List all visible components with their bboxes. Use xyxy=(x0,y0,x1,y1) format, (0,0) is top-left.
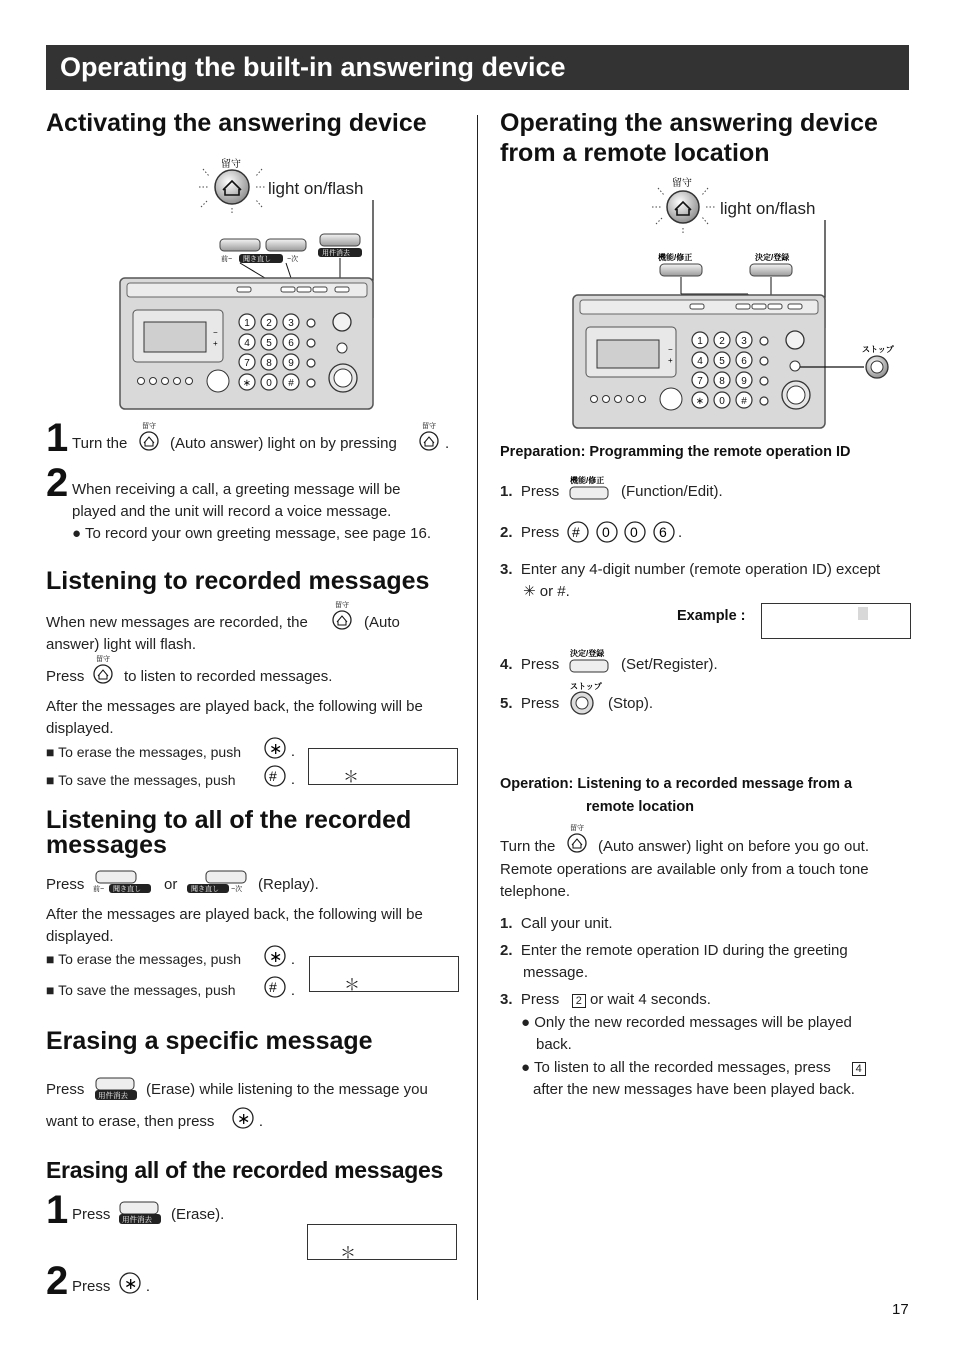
prep-heading: Preparation: Programming the remote operation ID xyxy=(500,444,851,460)
svg-text:.: . xyxy=(291,982,295,998)
prep-step-1-b: (Function/Edit). xyxy=(621,483,723,500)
step-2-number: 2 xyxy=(46,461,69,505)
op-step-2: 2. Enter the remote operation ID during the greeting xyxy=(500,942,848,959)
svg-text:留守: 留守 xyxy=(672,178,692,189)
svg-text:0: 0 xyxy=(719,396,725,407)
prep-step-2: 2. Press xyxy=(500,524,560,541)
svg-text:留守: 留守 xyxy=(96,656,110,663)
svg-text:+: + xyxy=(668,356,673,365)
page-title: Operating the built-in answering device xyxy=(46,45,909,90)
svg-text:0: 0 xyxy=(266,378,272,389)
svg-text:4: 4 xyxy=(697,356,703,367)
svg-text:4: 4 xyxy=(244,338,250,349)
column-divider xyxy=(477,115,478,1300)
svg-text:0: 0 xyxy=(602,524,610,540)
svg-text:light on/flash: light on/flash xyxy=(720,199,816,218)
erasing-specific-l1b: (Erase) while listening to the message you xyxy=(146,1081,428,1098)
listening-p1a: When new messages are recorded, the xyxy=(46,614,308,631)
replay-next-button-icon xyxy=(186,870,250,894)
svg-text:8: 8 xyxy=(719,376,725,387)
listening-p2a: Press xyxy=(46,668,85,685)
prep-step-4: 4. Press xyxy=(500,656,560,673)
svg-text:1: 1 xyxy=(244,318,250,329)
listening-erase: ■ To erase the messages, push xyxy=(46,744,241,760)
op-p3: telephone. xyxy=(500,883,571,900)
fax-panel-diagram-left xyxy=(115,150,385,415)
page-number: 17 xyxy=(892,1301,909,1318)
remote-heading: Operating the answering device from a remote location xyxy=(500,109,878,167)
svg-text:.: . xyxy=(146,1278,150,1294)
svg-text:7: 7 xyxy=(697,376,703,387)
svg-text:2: 2 xyxy=(719,336,725,347)
star-key-icon xyxy=(264,945,298,969)
svg-text:3: 3 xyxy=(288,318,294,329)
erasing-specific-heading: Erasing a specific message xyxy=(46,1027,373,1055)
svg-text:∗: ∗ xyxy=(269,741,283,758)
svg-text:決定/登録: 決定/登録 xyxy=(755,253,790,262)
svg-text:0: 0 xyxy=(630,524,638,540)
svg-text:2: 2 xyxy=(266,318,272,329)
star-key-icon xyxy=(232,1107,266,1131)
fax-panel-diagram-right xyxy=(570,172,900,434)
listening-all-press: Press xyxy=(46,876,85,893)
erase-button-icon xyxy=(94,1076,138,1102)
erasing-all-step2-a: Press xyxy=(72,1278,111,1295)
step-2-bullet: ● To record your own greeting message, see page 16. xyxy=(72,525,432,542)
svg-text:∗: ∗ xyxy=(237,1111,251,1128)
svg-text:用件消去: 用件消去 xyxy=(322,250,350,257)
svg-text:聞き直し: 聞き直し xyxy=(113,886,141,893)
erasing-all-heading: Erasing all of the recorded messages xyxy=(46,1157,443,1183)
svg-text:8: 8 xyxy=(266,358,272,369)
lcd-display: ＊ xyxy=(309,956,459,992)
lcd-display: ＊ xyxy=(308,748,458,785)
svg-text:6: 6 xyxy=(288,338,294,349)
erasing-specific-l1a: Press xyxy=(46,1081,85,1098)
erase-button-icon xyxy=(118,1200,162,1226)
op-step-1: 1. Call your unit. xyxy=(500,915,613,932)
svg-text:機能/修正: 機能/修正 xyxy=(658,253,693,262)
svg-text:#: # xyxy=(741,396,747,407)
op-p2: Remote operations are available only from a touch tone xyxy=(500,861,869,878)
kanji-label: 留守 xyxy=(221,159,241,170)
op-bullet-2-b: after the new messages have been played back. xyxy=(533,1081,855,1098)
auto-answer-icon xyxy=(92,654,116,686)
svg-text:.: . xyxy=(291,951,295,967)
auto-answer-icon xyxy=(331,600,355,632)
svg-text:5: 5 xyxy=(719,356,725,367)
lcd-display: ＊ xyxy=(307,1224,457,1260)
svg-text:−: − xyxy=(668,345,673,354)
function-edit-button-icon xyxy=(568,474,614,502)
set-register-button-icon xyxy=(568,647,614,675)
svg-text:#: # xyxy=(269,768,277,784)
prep-step-3-b: ✳ or #. xyxy=(523,583,570,600)
step-2-line1: When receiving a call, a greeting message will be xyxy=(72,481,401,498)
svg-text:7: 7 xyxy=(244,358,250,369)
prep-step-1: 1. Press xyxy=(500,483,560,500)
listening-all-p: After the messages are played back, the following will be displayed. xyxy=(46,906,423,945)
listening-p1b: (Auto xyxy=(364,614,400,631)
svg-text:留守: 留守 xyxy=(422,423,436,430)
svg-text:前−: 前− xyxy=(93,886,105,893)
activating-heading: Activating the answering device xyxy=(46,109,427,137)
auto-answer-icon xyxy=(566,823,590,855)
op-heading-l2: remote location xyxy=(586,799,694,815)
star-key-icon xyxy=(119,1272,153,1296)
step-1-text-c: . xyxy=(445,435,450,452)
step-2-line2: played and the unit will record a voice message. xyxy=(72,503,392,520)
stop-button-icon xyxy=(568,680,604,716)
svg-text:.: . xyxy=(259,1113,263,1129)
replay-prev-button-icon xyxy=(92,870,154,894)
svg-text:∗: ∗ xyxy=(695,396,705,407)
listening-heading: Listening to recorded messages xyxy=(46,567,430,595)
listening-p1c: answer) light will flash. xyxy=(46,636,197,653)
svg-text:+: + xyxy=(213,339,218,348)
erasing-specific-l2: want to erase, then press xyxy=(46,1113,215,1130)
auto-answer-button-large xyxy=(215,170,249,204)
listening-all-replay: (Replay). xyxy=(258,876,319,893)
svg-text:留守: 留守 xyxy=(335,602,349,609)
op-step-3: 3. Press 2 or wait 4 seconds. xyxy=(500,991,711,1008)
svg-text:ストップ: ストップ xyxy=(862,345,894,354)
svg-text:−次: −次 xyxy=(287,256,299,263)
example-label: Example : xyxy=(677,608,746,624)
prep-step-4-b: (Set/Register). xyxy=(621,656,718,673)
svg-text:用件消去: 用件消去 xyxy=(122,1215,152,1224)
step-2-number: 2 xyxy=(46,1259,69,1303)
svg-text:∗: ∗ xyxy=(242,378,252,389)
svg-text:−: − xyxy=(213,328,218,337)
prep-step-5: 5. Press xyxy=(500,695,560,712)
auto-answer-button-large xyxy=(667,191,699,223)
star-key-icon xyxy=(264,737,298,761)
svg-text:#: # xyxy=(269,979,277,995)
svg-text:6: 6 xyxy=(659,524,667,540)
keys-hash-0-0-6-icon xyxy=(567,521,687,545)
svg-text:ストップ: ストップ xyxy=(570,682,602,691)
svg-text:.: . xyxy=(291,771,295,787)
hash-key-icon xyxy=(264,765,298,789)
listening-all-erase: ■ To erase the messages, push xyxy=(46,951,241,967)
svg-text:留守: 留守 xyxy=(570,825,584,832)
svg-text:−次: −次 xyxy=(231,886,243,893)
erasing-all-step1-a: Press xyxy=(72,1206,111,1223)
svg-text:1: 1 xyxy=(697,336,703,347)
key-4-box: 4 xyxy=(852,1062,866,1076)
step-1-text-a: Turn the xyxy=(72,435,128,452)
listening-save: ■ To save the messages, push xyxy=(46,772,236,788)
op-step-2-b: message. xyxy=(523,964,589,981)
listening-p2b: to listen to recorded messages. xyxy=(124,668,333,685)
svg-text:5: 5 xyxy=(266,338,272,349)
svg-text:留守: 留守 xyxy=(142,423,156,430)
svg-text:3: 3 xyxy=(741,336,747,347)
svg-text:9: 9 xyxy=(288,358,294,369)
step-1-text-b: (Auto answer) light on by pressing xyxy=(170,435,397,452)
op-p1b: (Auto answer) light on before you go out. xyxy=(598,838,869,855)
auto-answer-icon xyxy=(418,421,442,453)
svg-text:#: # xyxy=(288,378,294,389)
light-label: light on/flash xyxy=(268,179,364,198)
svg-text:用件消去: 用件消去 xyxy=(98,1091,128,1100)
example-display xyxy=(761,603,911,639)
svg-text:∗: ∗ xyxy=(269,949,283,966)
auto-answer-icon xyxy=(138,421,162,453)
key-2-box: 2 xyxy=(572,994,586,1008)
op-bullet-1-b: back. xyxy=(536,1036,572,1053)
prep-step-5-b: (Stop). xyxy=(608,695,654,712)
listening-all-save: ■ To save the messages, push xyxy=(46,982,236,998)
op-bullet-2: ● To listen to all the recorded messages, press 4 xyxy=(521,1057,866,1079)
svg-text:機能/修正: 機能/修正 xyxy=(570,476,605,485)
hash-key-icon xyxy=(264,976,298,1000)
svg-text:9: 9 xyxy=(741,376,747,387)
svg-text:.: . xyxy=(291,743,295,759)
svg-text:∗: ∗ xyxy=(124,1276,138,1293)
op-p1a: Turn the xyxy=(500,838,556,855)
op-heading-l1: Operation: Listening to a recorded message from a xyxy=(500,776,853,792)
svg-text:6: 6 xyxy=(741,356,747,367)
listening-p3: After the messages are played back, the following will be displayed. xyxy=(46,698,423,737)
prep-step-2-b: . xyxy=(678,524,683,541)
listening-all-heading: Listening to all of the recorded messages xyxy=(46,806,412,859)
op-bullet-1: ● Only the new recorded messages will be played xyxy=(521,1014,852,1031)
svg-text:聞き直し: 聞き直し xyxy=(191,886,219,893)
svg-text:#: # xyxy=(572,524,580,540)
svg-text:聞き直し: 聞き直し xyxy=(243,256,271,263)
prep-step-3: 3. Enter any 4-digit number (remote operation ID) except xyxy=(500,561,881,578)
listening-all-or: or xyxy=(164,876,178,893)
step-1-number: 1 xyxy=(46,416,69,460)
svg-text:前−: 前− xyxy=(221,256,233,263)
cursor-block xyxy=(858,607,868,620)
svg-text:決定/登録: 決定/登録 xyxy=(570,649,605,658)
erasing-all-step1-b: (Erase). xyxy=(171,1206,225,1223)
step-1-number: 1 xyxy=(46,1188,69,1232)
